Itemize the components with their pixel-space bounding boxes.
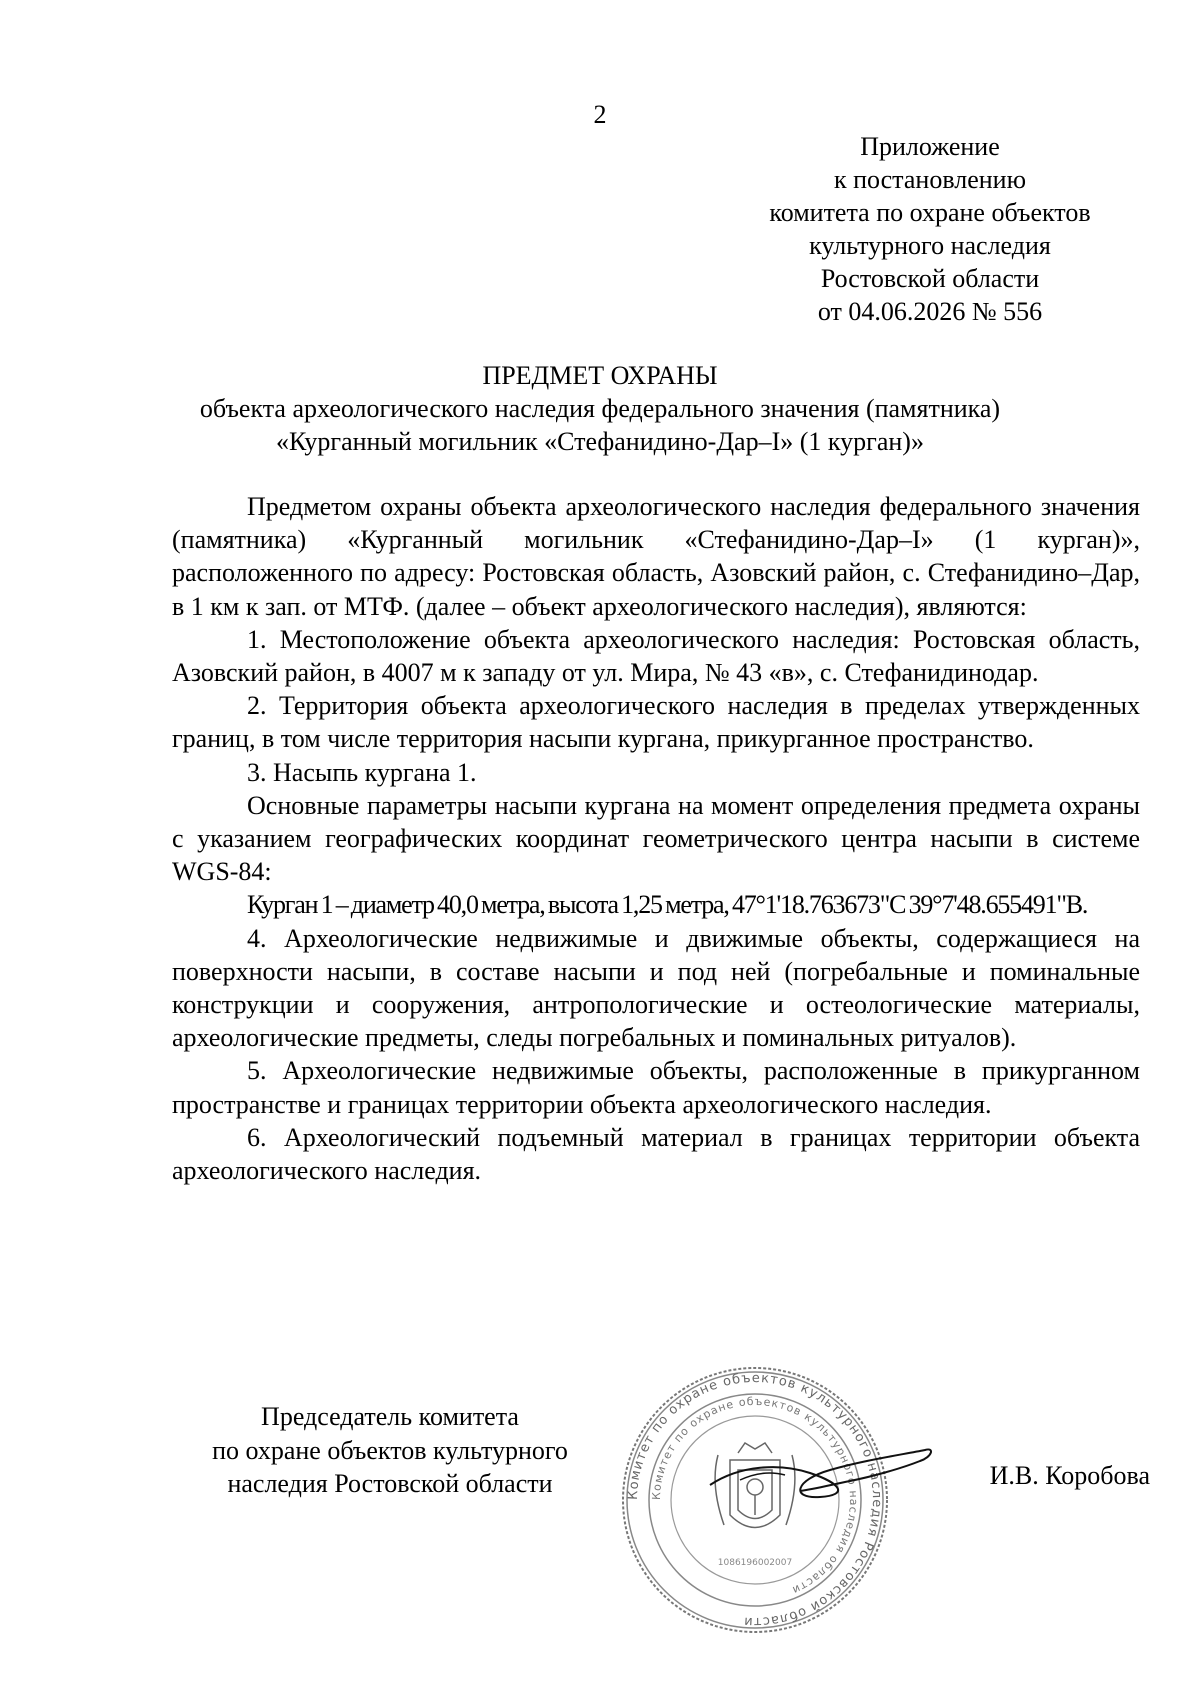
seal-registration-number: 1086196002007	[717, 1558, 793, 1568]
item-4-objects: 4. Археологические недвижимые и движимые объекты, содержащиеся на поверхности насыпи, в составе насыпи и под ней (погребальные и поминальные конструкции и сооружения, антропологические и остеологические материалы, археологические предметы, следы погребальных и поминальных ритуалов).	[172, 923, 1140, 1053]
intro-paragraph: Предметом охраны объекта археологического наследия федерального значения (памятника) «Курганный могильник «Стефанидино-Дар–I» (1 курган)», расположенного по адресу: Ростовская область, Азовский район, с. Стефанидино–Дар, в 1 км к зап. от МТФ. (далее – объект археологического наследия), являются:	[172, 492, 1140, 621]
signatory-position-line: по охране объектов культурного	[212, 1435, 568, 1465]
title-subtitle: объекта археологического наследия федерального значения (памятника)	[199, 394, 1001, 423]
page-number: 2	[593, 100, 607, 129]
appendix-date-number: от 04.06.2026 № 556	[817, 297, 1043, 326]
signatory-position-line: наследия Ростовской области	[227, 1469, 553, 1498]
item-6-material: 6. Археологический подъемный материал в границах территории объекта археологического наследия.	[172, 1122, 1140, 1186]
title-heading: ПРЕДМЕТ ОХРАНЫ	[482, 361, 718, 390]
appendix-header	[730, 130, 1130, 328]
signatory-name: И.В. Коробова	[989, 1461, 1150, 1490]
kurgan-coordinates: Курган 1 – диаметр 40,0 метра, высота 1,25 метра, 47°1'18.763673"С 39°7'48.655491"В.	[247, 890, 1088, 920]
document-title	[0, 359, 1200, 458]
document-body	[172, 490, 1140, 1187]
appendix-line: Приложение	[860, 132, 1000, 161]
handwritten-signature	[700, 1425, 940, 1515]
title-object-name: «Курганный могильник «Стефанидино-Дар–I» (1 курган)»	[276, 427, 924, 456]
signatory-position	[180, 1400, 600, 1501]
item-1-location: 1. Местоположение объекта археологического наследия: Ростовская область, Азовский район, в 4007 м к западу от ул. Мира, № 43 «в», с. Стефанидинодар.	[172, 624, 1140, 688]
item-3-mound: 3. Насыпь кургана 1.	[247, 757, 477, 787]
signatory-position-line: Председатель комитета	[261, 1402, 519, 1431]
appendix-line: к постановлению	[833, 165, 1027, 194]
seal-outer-text: Комитет по охране объектов культурного наследия Ростовской области	[625, 1370, 885, 1630]
appendix-line: культурного наследия	[809, 231, 1051, 260]
item-2-territory: 2. Территория объекта археологического наследия в пределах утвержденных границ, в том числе территория насыпи кургана, прикурганное пространство.	[172, 691, 1140, 754]
appendix-line: Ростовской области	[820, 264, 1040, 293]
params-paragraph: Основные параметры насыпи кургана на момент определения предмета охраны с указанием географических координат геометрического центра насыпи в системе WGS-84:	[172, 790, 1140, 887]
seal-inner-text: Комитет по охране объектов культурного наследия области	[649, 1394, 861, 1598]
appendix-line: комитета по охране объектов	[769, 198, 1091, 227]
item-5-objects: 5. Археологические недвижимые объекты, расположенные в прикурганном пространстве и границах территории объекта археологического наследия.	[172, 1056, 1140, 1119]
